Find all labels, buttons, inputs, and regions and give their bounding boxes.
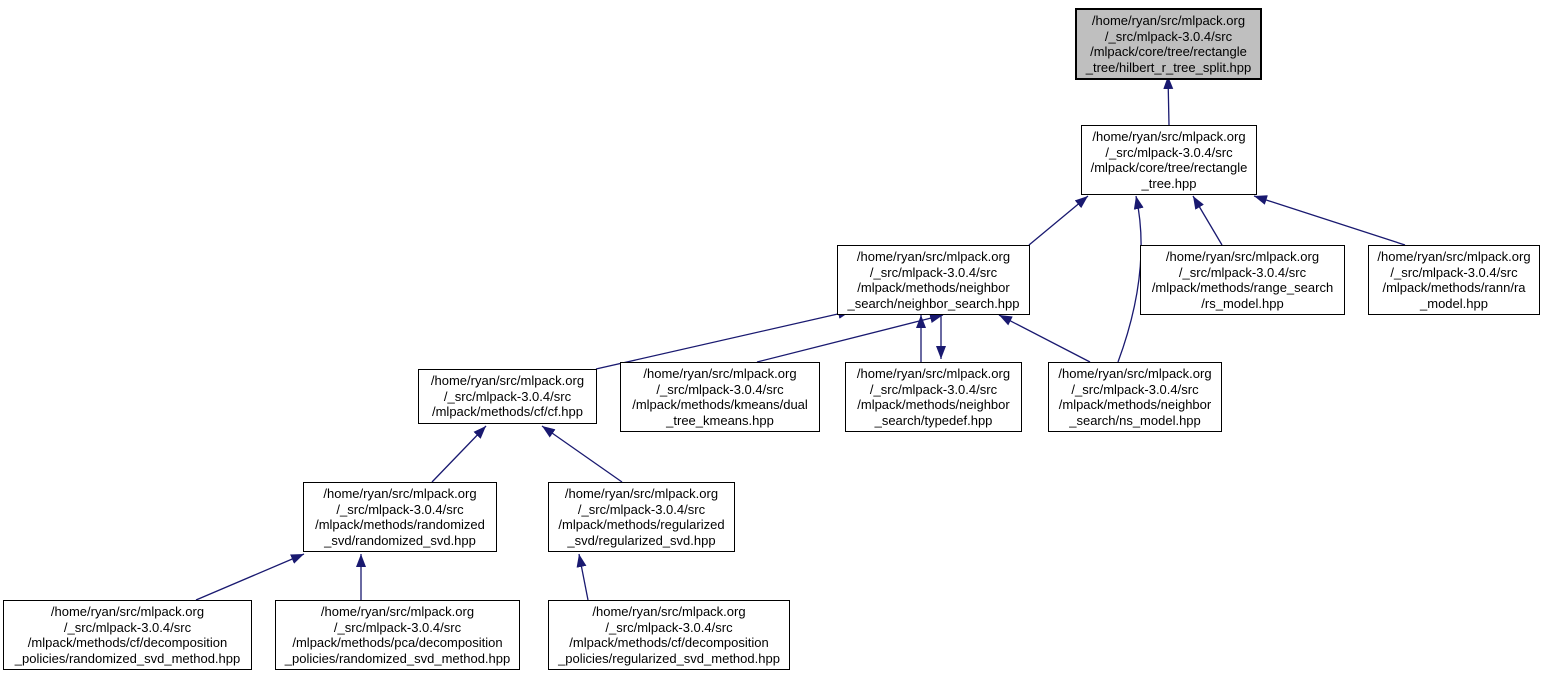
node-pca-randomized-svd-method[interactable] (275, 600, 520, 670)
node-label-line: /home/ryan/src/mlpack.org (1058, 366, 1212, 381)
node-label-line: /mlpack/methods/cf/cf.hpp (431, 404, 583, 419)
node-label-line: /_src/mlpack-3.0.4/src (1178, 264, 1307, 280)
node-label-line: /_src/mlpack-3.0.4/src (1104, 28, 1233, 44)
node-label-line: /home/ryan/src/mlpack.org (1092, 129, 1246, 144)
node-label-line: /home/ryan/src/mlpack.org (1165, 249, 1320, 264)
node-label-line: /_src/mlpack-3.0.4/src (63, 619, 192, 635)
node-label-line: /home/ryan/src/mlpack.org (564, 486, 719, 501)
node-label-line: /_src/mlpack-3.0.4/src (605, 619, 733, 635)
node-label-line: /mlpack/methods/neighbor (857, 280, 1010, 295)
node-label-line: /mlpack/core/tree/rectangle (1090, 44, 1247, 59)
edge-cf_regularized_svd_method-to-regularized_svd (579, 554, 588, 600)
edge-ra_model-to-rectangle_tree (1254, 196, 1405, 245)
node-label-line: /home/ryan/src/mlpack.org (1091, 13, 1246, 28)
node-label-line: _search/neighbor_search.hpp (847, 295, 1020, 311)
node-label-line: /home/ryan/src/mlpack.org (430, 373, 585, 388)
node-rectangle-tree[interactable] (1081, 125, 1257, 195)
node-label-line: _search/typedef.hpp (874, 412, 993, 428)
node-label-line: /_src/mlpack-3.0.4/src (443, 388, 572, 404)
node-label-line: /home/ryan/src/mlpack.org (1377, 249, 1531, 264)
node-label-line: /home/ryan/src/mlpack.org (50, 604, 205, 619)
node-rs-model[interactable] (1140, 245, 1345, 315)
node-randomized-svd[interactable] (303, 482, 497, 552)
node-label-line: _search/ns_model.hpp (1069, 412, 1201, 428)
node-label-line: /_src/mlpack-3.0.4/src (869, 264, 998, 280)
node-label-line: /mlpack/methods/randomized (315, 517, 485, 532)
node-label-line: _svd/regularized_svd.hpp (567, 532, 716, 548)
node-cf[interactable] (418, 369, 597, 424)
node-label-line: /mlpack/methods/cf/decomposition (569, 635, 769, 650)
edge-randomized_svd-to-cf (432, 426, 486, 482)
node-label-line: /_src/mlpack-3.0.4/src (1071, 381, 1199, 397)
node-label-line: /mlpack/methods/range_search (1151, 280, 1334, 295)
node-label-line: /home/ryan/src/mlpack.org (856, 366, 1011, 381)
node-label-line: _tree/hilbert_r_tree_split.hpp (1085, 59, 1252, 75)
node-label-line: _policies/randomized_svd_method.hpp (284, 650, 511, 666)
node-label-line: _svd/randomized_svd.hpp (324, 532, 476, 548)
node-dual-tree-kmeans[interactable] (620, 362, 820, 432)
node-label-line: /mlpack/methods/neighbor (857, 397, 1010, 412)
node-label-line: /_src/mlpack-3.0.4/src (869, 381, 998, 397)
node-label-line: /home/ryan/src/mlpack.org (592, 604, 746, 619)
edge-rs_model-to-rectangle_tree (1193, 196, 1222, 245)
edge-regularized_svd-to-cf (542, 426, 622, 482)
node-label-line: /home/ryan/src/mlpack.org (323, 486, 477, 501)
node-label-line: /mlpack/methods/regularized (558, 517, 725, 532)
edge-neighbor_search-to-rectangle_tree (1029, 196, 1088, 245)
node-typedef[interactable] (845, 362, 1022, 432)
node-label-line: /mlpack/methods/cf/decomposition (27, 635, 228, 650)
node-label-line: /home/ryan/src/mlpack.org (856, 249, 1011, 264)
node-cf-regularized-svd-method[interactable] (548, 600, 790, 670)
node-label-line: /_src/mlpack-3.0.4/src (577, 501, 706, 517)
node-label-line: /rs_model.hpp (1201, 295, 1284, 311)
node-neighbor-search[interactable] (837, 245, 1030, 315)
node-label-line: /home/ryan/src/mlpack.org (320, 604, 475, 619)
node-cf-randomized-svd-method[interactable] (3, 600, 252, 670)
edge-cf-to-neighbor_search (596, 311, 851, 369)
node-label-line: _policies/regularized_svd_method.hpp (558, 650, 780, 666)
node-label-line: _policies/randomized_svd_method.hpp (14, 650, 241, 666)
edge-dual_tree_kmeans-to-neighbor_search (757, 315, 943, 362)
node-label-line: _tree.hpp (1141, 175, 1197, 191)
node-label-line: /mlpack/core/tree/rectangle (1090, 160, 1248, 175)
node-label-line: /mlpack/methods/pca/decomposition (292, 635, 503, 650)
node-label-line: /mlpack/methods/neighbor (1058, 397, 1212, 412)
edge-cf_randomized_svd_method-to-randomized_svd (196, 554, 304, 600)
edge-rectangle_tree-to-hilbert_r_tree_split (1168, 76, 1169, 125)
node-label-line: _tree_kmeans.hpp (666, 412, 774, 428)
node-label-line: /_src/mlpack-3.0.4/src (336, 501, 464, 517)
node-label-line: /_src/mlpack-3.0.4/src (1390, 264, 1518, 280)
node-label-line: /mlpack/methods/kmeans/dual (632, 397, 808, 412)
node-label-line: /_src/mlpack-3.0.4/src (333, 619, 462, 635)
node-label-line: /_src/mlpack-3.0.4/src (656, 381, 784, 397)
node-label-line: /_src/mlpack-3.0.4/src (1105, 144, 1233, 160)
node-ra-model[interactable] (1368, 245, 1540, 315)
node-ns-model[interactable] (1048, 362, 1222, 432)
node-label-line: /home/ryan/src/mlpack.org (643, 366, 797, 381)
node-hilbert-r-tree-split (1075, 8, 1262, 80)
edge-ns_model-to-rectangle_tree (1118, 196, 1141, 362)
node-label-line: /mlpack/methods/rann/ra (1382, 280, 1526, 295)
node-label-line: _model.hpp (1420, 295, 1488, 311)
edge-ns_model-to-neighbor_search (999, 315, 1090, 362)
node-regularized-svd[interactable] (548, 482, 735, 552)
